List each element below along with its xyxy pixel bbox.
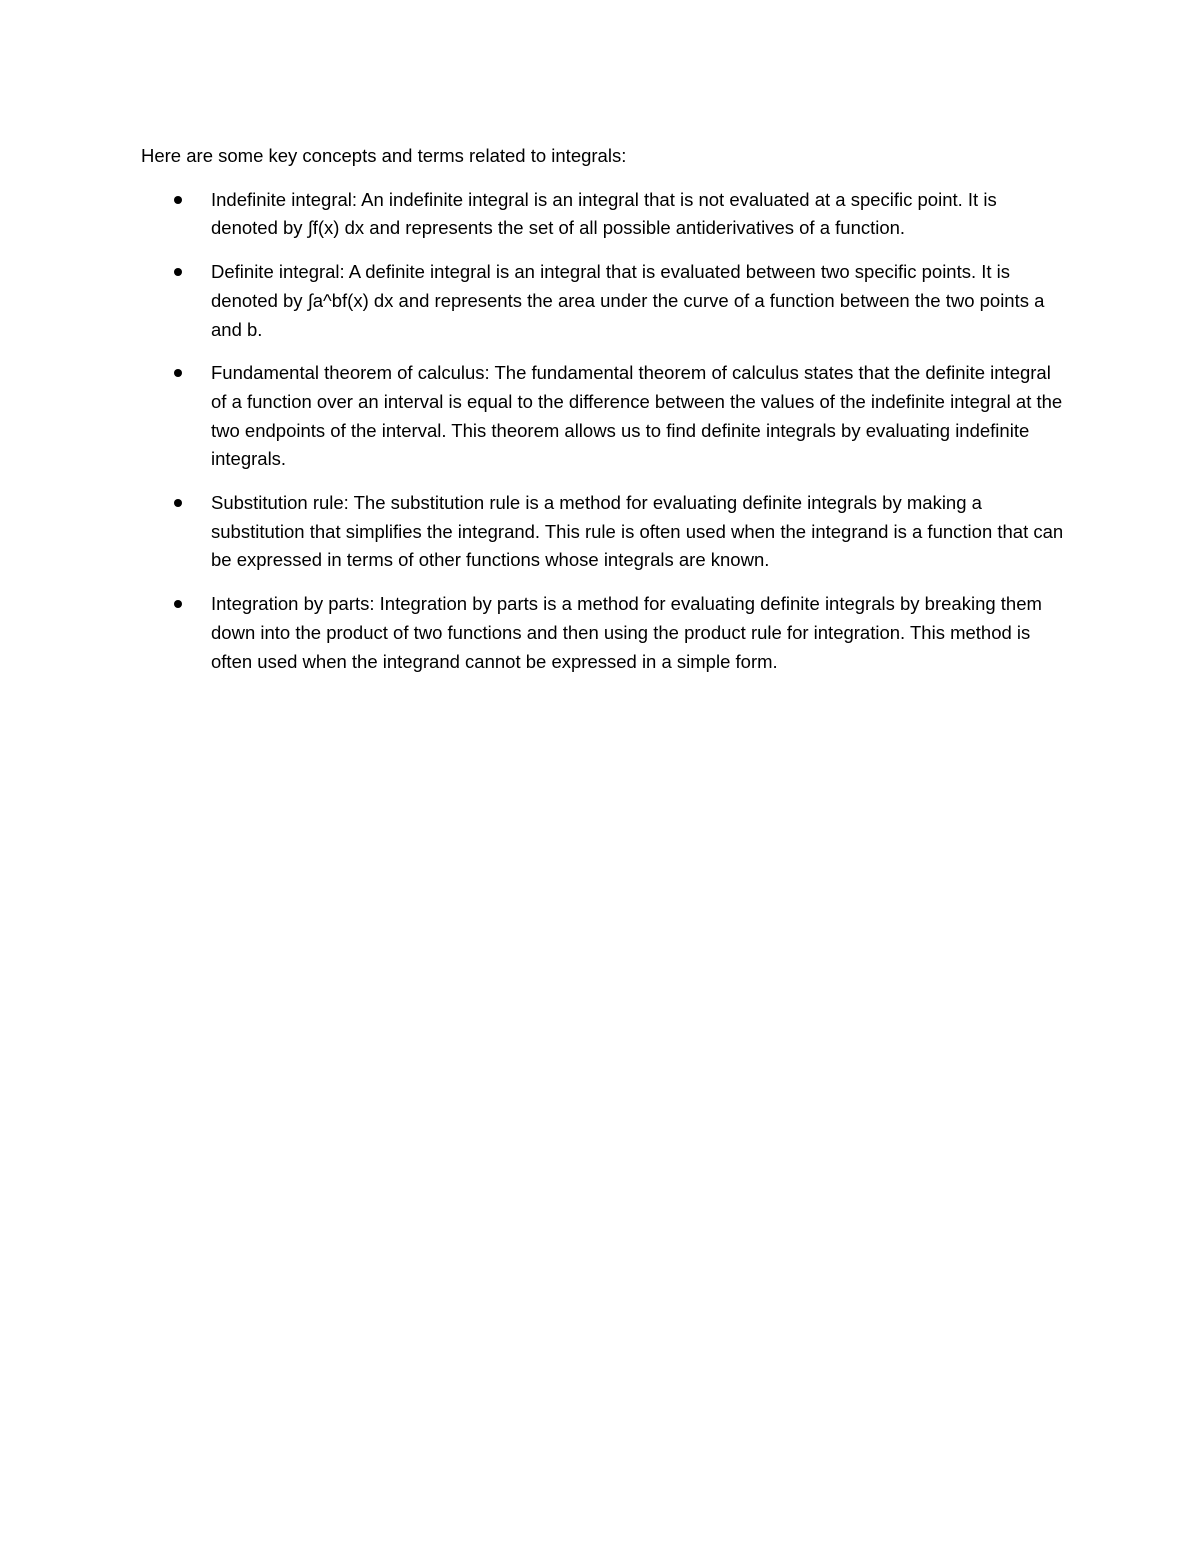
document-body — [141, 142, 1066, 691]
bullet-icon — [174, 369, 182, 377]
list-item — [141, 489, 1066, 575]
bullet-icon — [174, 600, 182, 608]
list-item-text: Definite integral: A definite integral is an integral that is evaluated between two specific points. It is denoted by ∫a^bf(x) dx and represents the area under the curve of a function between the two points a and b. — [211, 261, 1045, 340]
bullet-list — [141, 186, 1066, 677]
list-item-text: Integration by parts: Integration by parts is a method for evaluating definite integrals by breaking them down into the product of two functions and then using the product rule for integration. This method is often used when the integrand cannot be expressed in a simple form. — [211, 593, 1042, 672]
list-item — [141, 590, 1066, 676]
intro-paragraph: Here are some key concepts and terms related to integrals: — [141, 145, 627, 166]
list-item — [141, 359, 1066, 474]
list-item — [141, 186, 1066, 243]
list-item-text: Indefinite integral: An indefinite integral is an integral that is not evaluated at a specific point. It is denoted by ∫f(x) dx and represents the set of all possible antiderivatives of a function. — [211, 188, 997, 239]
bullet-icon — [174, 196, 182, 204]
bullet-icon — [174, 268, 182, 276]
list-item-text: Fundamental theorem of calculus: The fundamental theorem of calculus states that the definite integral of a function over an interval is equal to the difference between the values of the indefinite integral at the two endpoints of the interval. This theorem allows us to find definite integrals by evaluating indefinite integrals. — [211, 362, 1063, 470]
bullet-icon — [174, 499, 182, 507]
list-item — [141, 258, 1066, 344]
list-item-text: Substitution rule: The substitution rule is a method for evaluating definite integrals by making a substitution that simplifies the integrand. This rule is often used when the integrand is a function that can be expressed in terms of other functions whose integrals are known. — [211, 492, 1064, 571]
